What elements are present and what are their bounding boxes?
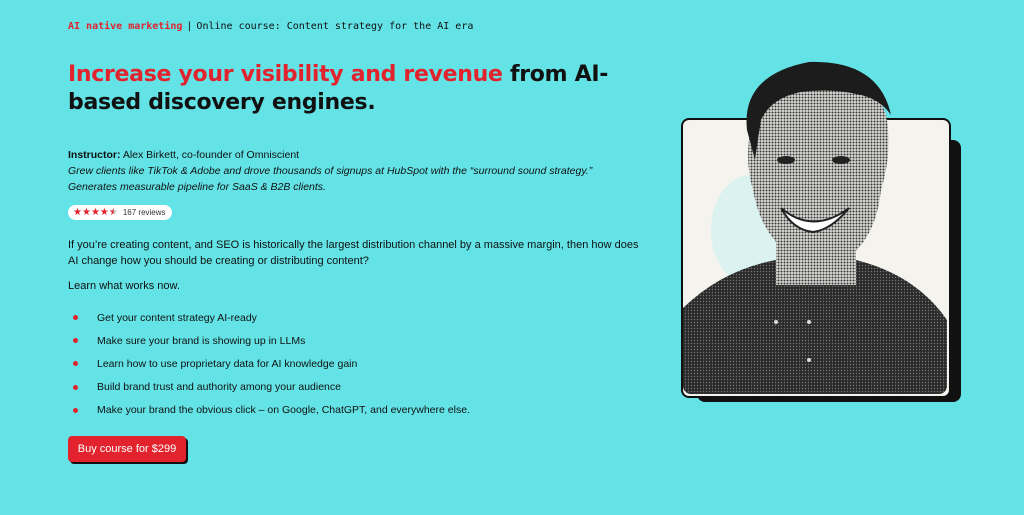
bullet-dot-icon xyxy=(73,408,78,413)
buy-course-button[interactable]: Buy course for $299 xyxy=(68,436,186,462)
star-rating xyxy=(73,208,118,218)
list-item-label: Learn how to use proprietary data for AI knowledge gain xyxy=(97,357,358,370)
headline-highlight: Increase your visibility and revenue xyxy=(68,62,503,87)
bullet-dot-icon xyxy=(73,338,78,343)
instructor-portrait xyxy=(681,60,963,405)
learn-line: Learn what works now. xyxy=(68,280,180,292)
list-item-label: Build brand trust and authority among your audience xyxy=(97,381,341,394)
instructor-label: Instructor: xyxy=(68,149,121,161)
list-item xyxy=(68,306,470,329)
bullet-dot-icon xyxy=(73,385,78,390)
list-item-label: Make your brand the obvious click – on Google, ChatGPT, and everywhere else. xyxy=(97,404,470,417)
bullet-dot-icon xyxy=(73,361,78,366)
course-name: Online course: Content strategy for the AI era xyxy=(196,21,474,32)
benefit-list xyxy=(68,306,470,422)
half-star-icon: ★ xyxy=(108,206,118,218)
list-item xyxy=(68,399,470,422)
pitch-paragraph: If you’re creating content, and SEO is historically the largest distribution channel by a massive margin, then how does AI change how you should be creating or distributing content? xyxy=(68,239,639,267)
rating-badge[interactable] xyxy=(68,205,172,220)
instructor-block xyxy=(68,147,628,195)
list-item-label: Get your content strategy AI-ready xyxy=(97,311,257,324)
bullet-dot-icon xyxy=(73,315,78,320)
list-item-label: Make sure your brand is showing up in LLMs xyxy=(97,334,306,347)
review-count: 167 reviews xyxy=(122,208,166,217)
headline-rest: from AI-based discovery engines. xyxy=(68,62,609,115)
instructor-name: Alex Birkett, co-founder of Omniscient xyxy=(120,149,300,161)
star-icon: ★ xyxy=(90,206,100,218)
list-item xyxy=(68,329,470,352)
star-icon: ★ xyxy=(99,206,109,218)
instructor-photo xyxy=(681,60,963,405)
top-bar xyxy=(68,21,473,32)
star-icon: ★ xyxy=(81,206,91,218)
brand-name[interactable]: AI native marketing xyxy=(68,21,183,32)
topbar-separator: | xyxy=(186,21,193,32)
instructor-credential-1: Grew clients like TikTok & Adobe and drove thousands of signups at HubSpot with the “surround sound strategy.” xyxy=(68,165,593,177)
instructor-credential-2: Generates measurable pipeline for SaaS & B2B clients. xyxy=(68,181,326,193)
list-item xyxy=(68,352,470,375)
star-icon: ★ xyxy=(73,206,82,218)
list-item xyxy=(68,376,470,399)
page-headline xyxy=(68,61,628,117)
